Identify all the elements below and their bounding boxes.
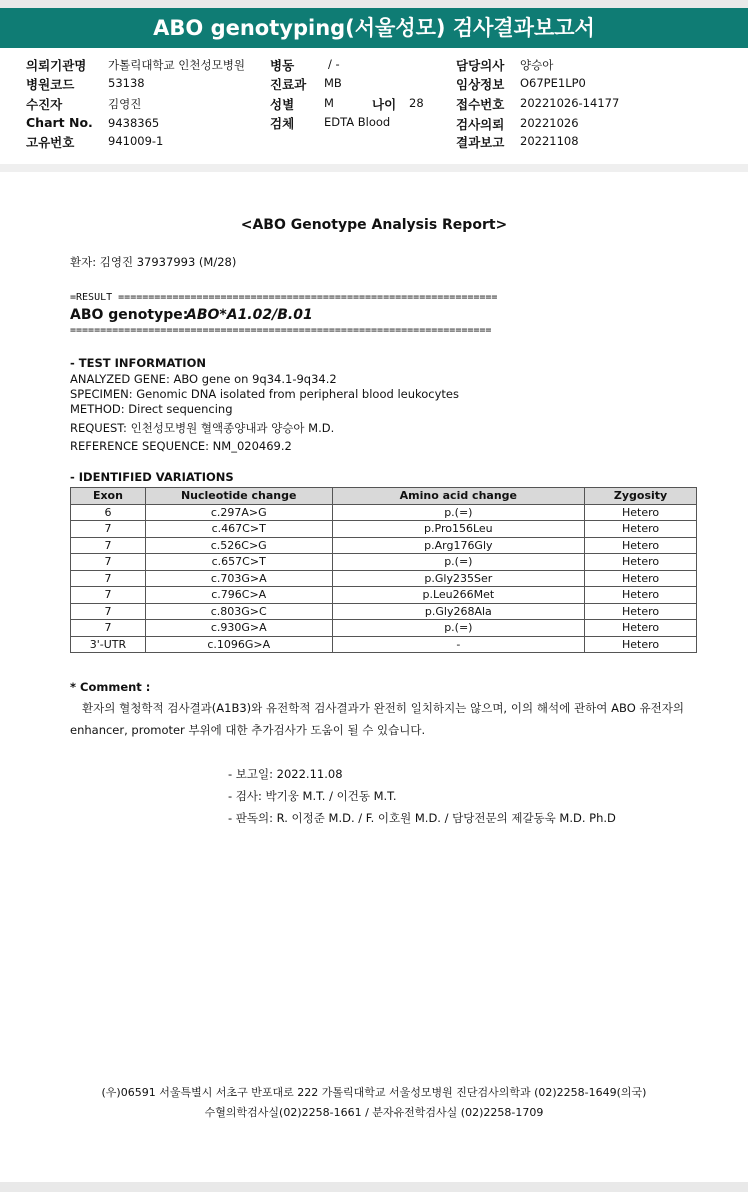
specimen-label: 검체 bbox=[270, 116, 295, 131]
amino-acid-cell: p.(=) bbox=[332, 620, 585, 637]
table-row bbox=[71, 587, 697, 604]
zygosity-cell: Hetero bbox=[585, 537, 697, 554]
amino-acid-cell: p.Arg176Gly bbox=[332, 537, 585, 554]
amino-acid-cell: p.Pro156Leu bbox=[332, 521, 585, 538]
exon-cell: 3'-UTR bbox=[71, 636, 146, 653]
sex-label: 성별 bbox=[270, 97, 295, 112]
report-title-bar: ABO genotyping(서울성모) 검사결과보고서 bbox=[0, 8, 748, 48]
age-value: 28 bbox=[409, 96, 424, 110]
genotype-value: ABO*A1.02/B.01 bbox=[186, 307, 313, 323]
bottom-frame bbox=[0, 1182, 748, 1192]
ward-label: 병동 bbox=[270, 58, 295, 73]
amino-acid-cell: p.(=) bbox=[332, 504, 585, 521]
footer-address: (우)06591 서울특별시 서초구 반포대로 222 가톨릭대학교 서울성모병원 진단검사의학과 (02)2258-1649(의국) bbox=[101, 1086, 647, 1099]
clinical-info-value: O67PE1LP0 bbox=[520, 76, 586, 90]
ward-value: / - bbox=[328, 57, 340, 71]
exon-cell: 7 bbox=[71, 587, 146, 604]
amino-acid-cell: p.Leu266Met bbox=[332, 587, 585, 604]
chart-no-value: 9438365 bbox=[108, 116, 160, 130]
variations-heading: - IDENTIFIED VARIATIONS bbox=[70, 470, 234, 484]
zygosity-cell: Hetero bbox=[585, 620, 697, 637]
zygosity-cell: Hetero bbox=[585, 554, 697, 571]
nucleotide-cell: c.796C>A bbox=[145, 587, 332, 604]
hospital-code-label: 병원코드 bbox=[26, 77, 75, 92]
analyzed-gene: ANALYZED GENE: ABO gene on 9q34.1-9q34.2 bbox=[70, 372, 337, 386]
zygosity-cell: Hetero bbox=[585, 504, 697, 521]
method-info: METHOD: Direct sequencing bbox=[70, 402, 233, 416]
table-row bbox=[71, 636, 697, 653]
table-row bbox=[71, 554, 697, 571]
exon-cell: 7 bbox=[71, 537, 146, 554]
department-label: 진료과 bbox=[270, 77, 307, 92]
table-row bbox=[71, 504, 697, 521]
zygosity-cell: Hetero bbox=[585, 587, 697, 604]
institution-value: 가톨릭대학교 인천성모병원 bbox=[108, 58, 245, 72]
comment-text: 환자의 혈청학적 검사결과(A1B3)와 유전학적 검사결과가 완전히 일치하지는 않으며, 이의 해석에 관하여 ABO 유전자의 enhancer, promoter 부위에 대한 추가검사가 도움이 될 수 있습니다. bbox=[70, 701, 684, 737]
header-nucleotide: Nucleotide change bbox=[145, 488, 332, 505]
department-value: MB bbox=[324, 76, 342, 90]
doctor-value: 양승아 bbox=[520, 58, 554, 72]
header-amino-acid: Amino acid change bbox=[332, 488, 585, 505]
exon-cell: 7 bbox=[71, 620, 146, 637]
amino-acid-cell: p.Gly235Ser bbox=[332, 570, 585, 587]
report-date-value: 20221108 bbox=[520, 134, 579, 148]
receipt-no-label: 접수번호 bbox=[456, 97, 505, 112]
nucleotide-cell: c.703G>A bbox=[145, 570, 332, 587]
top-frame bbox=[0, 0, 748, 8]
unique-no-value: 941009-1 bbox=[108, 134, 164, 148]
report-date-line: - 보고일: 2022.11.08 bbox=[228, 767, 343, 781]
tested-by-line: - 검사: 박기웅 M.T. / 이건동 M.T. bbox=[228, 789, 397, 803]
test-info-heading: - TEST INFORMATION bbox=[70, 356, 206, 370]
nucleotide-cell: c.930G>A bbox=[145, 620, 332, 637]
genotype-label: ABO genotype: bbox=[70, 307, 189, 323]
specimen-info: SPECIMEN: Genomic DNA isolated from peripheral blood leukocytes bbox=[70, 387, 459, 401]
header-divider bbox=[0, 164, 748, 172]
reference-sequence: REFERENCE SEQUENCE: NM_020469.2 bbox=[70, 439, 292, 453]
variations-table bbox=[70, 487, 697, 653]
nucleotide-cell: c.467C>T bbox=[145, 521, 332, 538]
chart-no-label: Chart No. bbox=[26, 115, 93, 130]
request-info: REQUEST: 인천성모병원 혈액종양내과 양승아 M.D. bbox=[70, 421, 335, 435]
nucleotide-cell: c.1096G>A bbox=[145, 636, 332, 653]
exon-cell: 7 bbox=[71, 603, 146, 620]
footer-phones: 수혈의학검사실(02)2258-1661 / 분자유전학검사실 (02)2258-1709 bbox=[204, 1106, 544, 1119]
zygosity-cell: Hetero bbox=[585, 636, 697, 653]
nucleotide-cell: c.803G>C bbox=[145, 603, 332, 620]
table-row bbox=[71, 570, 697, 587]
patient-value: 김영진 bbox=[108, 97, 142, 111]
institution-label: 의뢰기관명 bbox=[26, 58, 87, 73]
report-date-label: 결과보고 bbox=[456, 135, 505, 150]
receipt-no-value: 20221026-14177 bbox=[520, 96, 620, 110]
patient-label: 수진자 bbox=[26, 97, 63, 112]
age-label: 나이 bbox=[372, 97, 397, 112]
specimen-value: EDTA Blood bbox=[324, 115, 391, 129]
table-header-row bbox=[71, 488, 697, 505]
zygosity-cell: Hetero bbox=[585, 603, 697, 620]
table-row bbox=[71, 521, 697, 538]
result-line: =RESULT =============================================================== bbox=[70, 292, 498, 303]
hospital-code-value: 53138 bbox=[108, 76, 145, 90]
amino-acid-cell: p.(=) bbox=[332, 554, 585, 571]
table-row bbox=[71, 620, 697, 637]
exon-cell: 6 bbox=[71, 504, 146, 521]
amino-acid-cell: p.Gly268Ala bbox=[332, 603, 585, 620]
clinical-info-label: 임상정보 bbox=[456, 77, 505, 92]
separator-line: ====================================================================== bbox=[70, 325, 492, 336]
exon-cell: 7 bbox=[71, 521, 146, 538]
request-date-value: 20221026 bbox=[520, 116, 579, 130]
nucleotide-cell: c.297A>G bbox=[145, 504, 332, 521]
table-row bbox=[71, 603, 697, 620]
nucleotide-cell: c.657C>T bbox=[145, 554, 332, 571]
amino-acid-cell: - bbox=[332, 636, 585, 653]
doctor-label: 담당의사 bbox=[456, 58, 505, 73]
unique-no-label: 고유번호 bbox=[26, 135, 75, 150]
request-date-label: 검사의뢰 bbox=[456, 117, 505, 132]
reviewed-by-line: - 판독의: R. 이정준 M.D. / F. 이호원 M.D. / 담당전문의 제갈동욱 M.D. Ph.D bbox=[228, 811, 616, 825]
nucleotide-cell: c.526C>G bbox=[145, 537, 332, 554]
zygosity-cell: Hetero bbox=[585, 570, 697, 587]
zygosity-cell: Hetero bbox=[585, 521, 697, 538]
sex-value: M bbox=[324, 96, 334, 110]
patient-line: 환자: 김영진 37937993 (M/28) bbox=[70, 255, 237, 269]
analysis-report-heading: <ABO Genotype Analysis Report> bbox=[240, 217, 508, 233]
header-exon: Exon bbox=[71, 488, 146, 505]
table-row bbox=[71, 537, 697, 554]
exon-cell: 7 bbox=[71, 554, 146, 571]
comment-heading: * Comment : bbox=[70, 680, 151, 694]
header-zygosity: Zygosity bbox=[585, 488, 697, 505]
exon-cell: 7 bbox=[71, 570, 146, 587]
